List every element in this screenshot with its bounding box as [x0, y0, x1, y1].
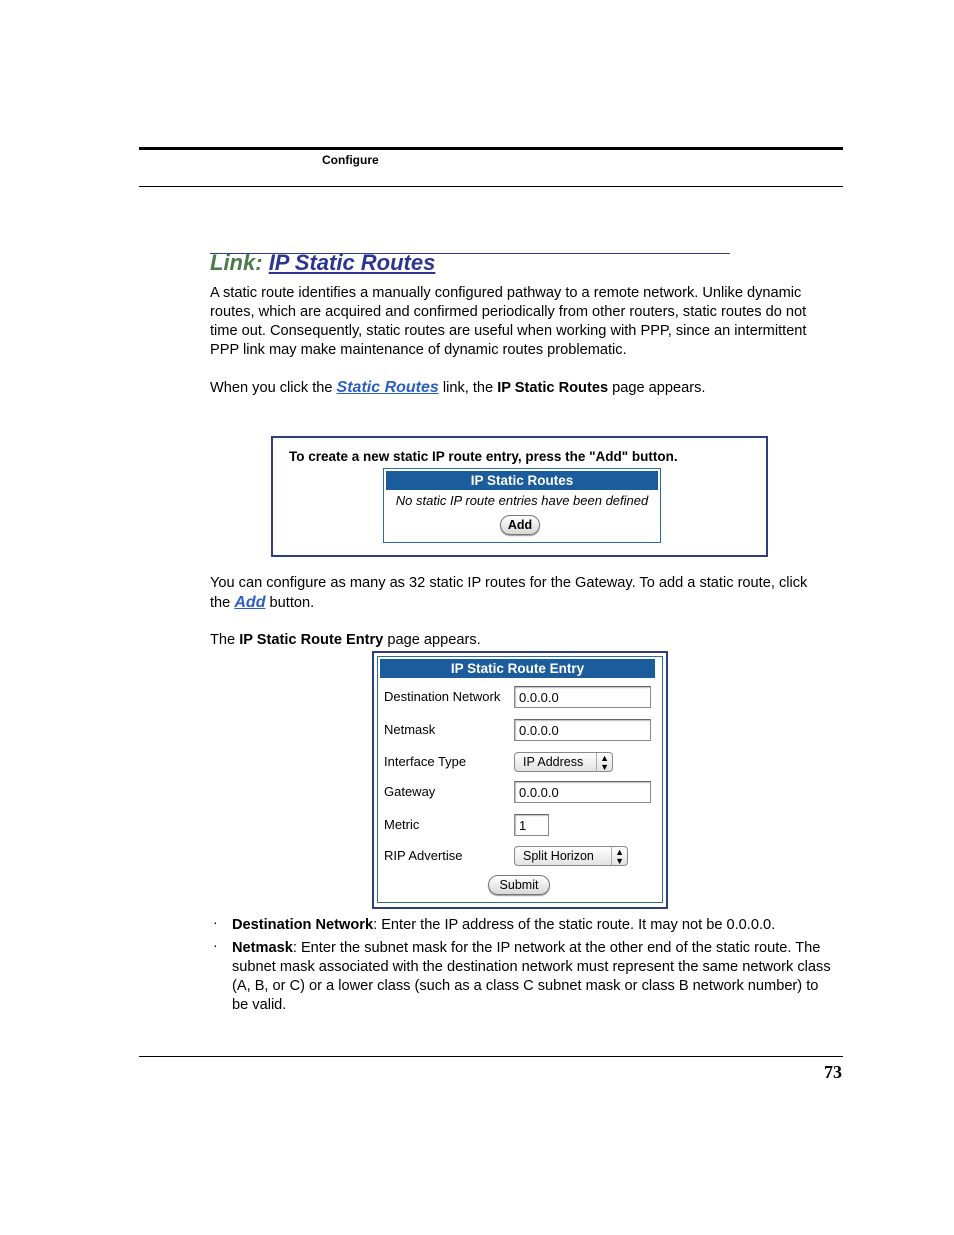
metric-input[interactable]: 1 — [514, 814, 549, 836]
routes-table — [383, 468, 661, 543]
p2-before: When you click the — [210, 380, 333, 396]
routes-table-title: IP Static Routes — [386, 471, 658, 490]
heading-link[interactable]: IP Static Routes — [268, 250, 436, 275]
ip-static-routes-screenshot — [271, 436, 768, 557]
add-instruction: To create a new static IP route entry, press the "Add" button. — [289, 449, 678, 464]
footer-rule — [139, 1056, 843, 1057]
p2-bold: IP Static Routes — [497, 380, 609, 396]
section-heading — [210, 250, 435, 276]
entry-paragraph — [210, 631, 830, 650]
netmask-input[interactable]: 0.0.0.0 — [514, 719, 651, 741]
running-head: Configure — [322, 153, 379, 167]
interface-type-value: IP Address — [523, 755, 584, 769]
submit-button[interactable]: Submit — [488, 875, 550, 895]
static-routes-link[interactable]: Static Routes — [336, 379, 439, 396]
configure-paragraph — [210, 574, 830, 613]
header-rule-bottom — [139, 186, 843, 187]
interface-type-label: Interface Type — [384, 754, 467, 769]
destination-network-input[interactable]: 0.0.0.0 — [514, 686, 651, 708]
rip-advertise-value: Split Horizon — [523, 849, 594, 863]
rip-advertise-label: RIP Advertise — [384, 848, 463, 863]
bullet-marker: · — [213, 914, 218, 930]
metric-label: Metric — [384, 817, 420, 832]
netmask-label: Netmask — [384, 722, 436, 737]
p3-after: button. — [269, 595, 315, 611]
ip-static-route-entry-screenshot — [372, 651, 668, 909]
p2-after: page appears. — [612, 380, 706, 396]
click-paragraph — [210, 378, 830, 398]
destination-network-label: Destination Network — [384, 689, 501, 704]
heading-prefix: Link: — [210, 250, 263, 275]
p4-after: page appears. — [387, 632, 481, 648]
bullet-marker: · — [213, 937, 218, 953]
add-link[interactable]: Add — [234, 594, 266, 611]
gateway-input[interactable]: 0.0.0.0 — [514, 781, 651, 803]
bullet-term: Netmask — [232, 940, 293, 956]
bullet-destination-network — [232, 916, 832, 935]
header-rule-top — [139, 147, 843, 150]
gateway-label: Gateway — [384, 784, 436, 799]
p4-bold: IP Static Route Entry — [239, 632, 384, 648]
entry-form-title: IP Static Route Entry — [380, 659, 655, 678]
interface-type-select[interactable] — [514, 752, 613, 772]
p4-before: The — [210, 632, 236, 648]
bullet-netmask — [232, 939, 832, 1015]
intro-paragraph: A static route identifies a manually configured pathway to a remote network. Unlike dynamic routes, which are acquired and confirmed periodically from other routers, static routes do not time out. Consequently, static routes are useful when working with PPP, since an intermittent PPP link may make maintenance of dynamic routes problematic. — [210, 285, 807, 358]
p2-middle: link, the — [442, 380, 494, 396]
bullet-text: : Enter the subnet mask for the IP network at the other end of the static route. The subnet mask associated with the destination network must represent the same network class (A, B, or C) or a lower class (such as a class C subnet mask or class B network number) to be valid. — [232, 940, 831, 1013]
select-arrows-icon: ▲ ▼ — [596, 753, 609, 772]
rip-advertise-select[interactable] — [514, 846, 628, 866]
page-number: 73 — [824, 1062, 842, 1082]
bullet-text: : Enter the IP address of the static route. It may not be 0.0.0.0. — [373, 917, 776, 933]
bullet-term: Destination Network — [232, 917, 374, 933]
p3-text: You can configure as many as 32 static IP routes for the Gateway. To add a static route, click the — [210, 575, 808, 611]
add-button[interactable]: Add — [500, 515, 540, 535]
select-arrows-icon: ▲ ▼ — [611, 847, 624, 866]
routes-empty-message: No static IP route entries have been defined — [395, 493, 649, 508]
